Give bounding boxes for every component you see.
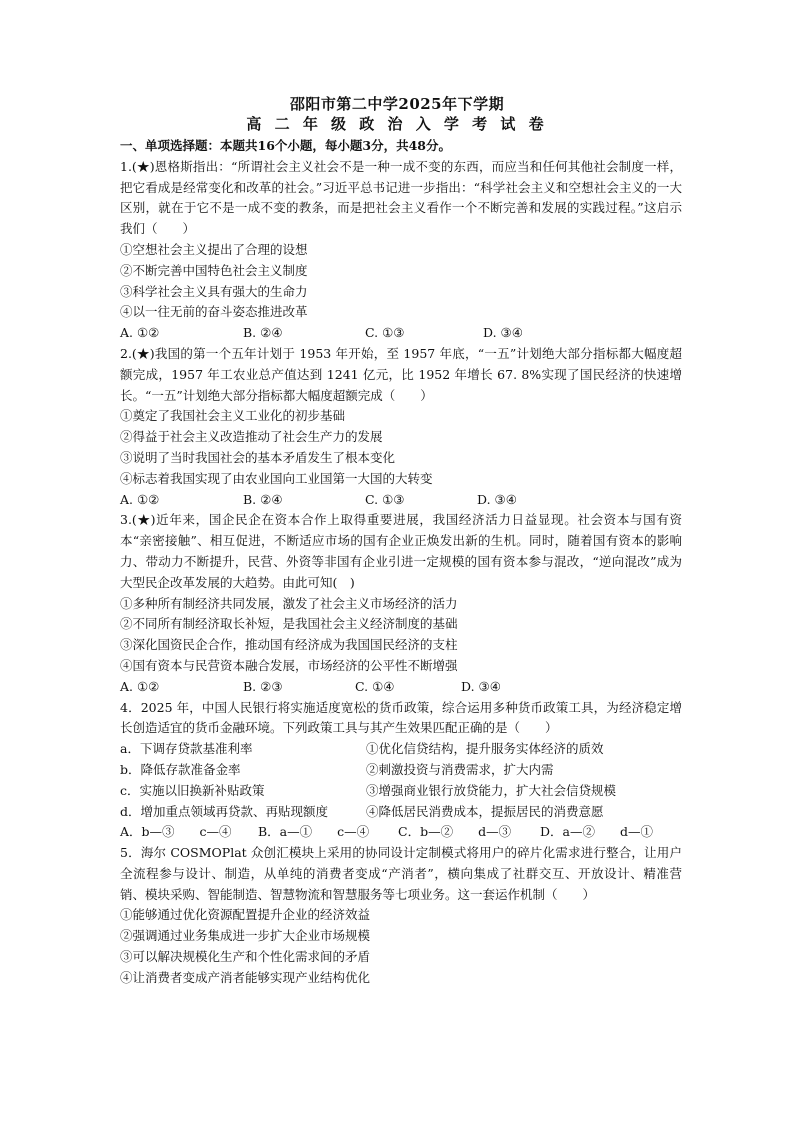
question-5 bbox=[120, 843, 682, 989]
statement-option: ④国有资本与民营资本融合发展，市场经济的公平性不断增强 bbox=[120, 657, 458, 673]
choice-c: C．b—② d—③ bbox=[398, 824, 512, 840]
question-2 bbox=[120, 344, 682, 510]
statement-option: ③科学社会主义具有强大的生命力 bbox=[120, 283, 308, 299]
choice-d: D. ③④ bbox=[461, 678, 501, 694]
choice-a: A．b—③ c—④ bbox=[120, 824, 232, 840]
statement-option: ④让消费者变成产消者能够实现产业结构优化 bbox=[120, 969, 371, 985]
statement-option: ②不同所有制经济取长补短，是我国社会主义经济制度的基础 bbox=[120, 616, 458, 632]
question-stem: 5．海尔 COSMOPlat 众创汇模块上采用的协同设计定制模式将用户的碎片化需求进行整合，让用户全流程参与设计、制造，从单纯的消费者变成“产消者”，横向集成了社群交互、开放设计、精准营销、模块采购、智能制造、智慧物流和智慧服务等七项业务。这一套运作机制（ ） bbox=[120, 845, 682, 902]
question-stem: 2.(★)我国的第一个五年计划于 1953 年开始，至 1957 年底，“一五”计划绝大部分指标都大幅度超额完成，1957 年工农业总产值达到 1241 亿元，比 1952 年增长 67. 8%实现了国民经济的快速增长。“一五”计划绝大部分指标都大幅度超额完成（ ） bbox=[120, 345, 682, 403]
policy-effect-table bbox=[120, 739, 682, 822]
choice-a: A. ①② bbox=[120, 325, 160, 341]
choice-c: C. ①④ bbox=[355, 678, 395, 694]
statement-option: ④标志着我国实现了由农业国向工业国第一大国的大转变 bbox=[120, 470, 433, 486]
exam-subtitle: 高 二 年 级 政 治 入 学 考 试 卷 bbox=[246, 115, 548, 133]
policy-effect: ①优化信贷结构，提升服务实体经济的质效 bbox=[366, 741, 604, 757]
choice-b: B．a—① c—④ bbox=[258, 824, 370, 840]
statement-option: ③深化国资民企合作，推动国有经济成为我国国民经济的支柱 bbox=[120, 637, 458, 653]
choice-d: D. ③④ bbox=[483, 325, 523, 341]
statement-option: ①能够通过优化资源配置提升企业的经济效益 bbox=[120, 907, 371, 923]
statement-option: ②得益于社会主义改造推动了社会生产力的发展 bbox=[120, 429, 383, 445]
exam-content bbox=[120, 136, 682, 989]
choice-a: A. ①② bbox=[120, 678, 160, 694]
statement-option: ④以一往无前的奋斗姿态推进改革 bbox=[120, 304, 308, 320]
choice-a: A. ①② bbox=[120, 491, 160, 507]
choice-c: C. ①③ bbox=[365, 491, 405, 507]
statement-option: ②不断完善中国特色社会主义制度 bbox=[120, 262, 308, 278]
question-stem: 1.(★)恩格斯指出：“所谓社会主义社会不是一种一成不变的东西，而应当和任何其他社会制度一样，把它看成是经常变化和改革的社会。”习近平总书记进一步指出：“科学社会主义和空想社会主义的一大区别，就在于它不是一成不变的教条，而是把社会主义看作一个不断完善和发展的实践过程。”这启示我们（ ） bbox=[120, 158, 682, 237]
statement-option: ①奠定了我国社会主义工业化的初步基础 bbox=[120, 408, 346, 424]
policy-effect: ③增强商业银行放贷能力，扩大社会信贷规模 bbox=[366, 782, 617, 798]
section-heading: 一、单项选择题：本题共16个小题，每小题3分，共48分。 bbox=[120, 138, 451, 153]
choice-b: B. ②④ bbox=[243, 325, 283, 341]
policy-effect: ②刺激投资与消费需求，扩大内需 bbox=[366, 761, 554, 777]
policy-tool: b．降低存款准备金率 bbox=[120, 761, 241, 777]
choice-b: B. ②③ bbox=[243, 678, 283, 694]
choice-d: D．a—② d—① bbox=[540, 824, 653, 840]
choice-b: B. ②④ bbox=[243, 491, 283, 507]
choice-d: D. ③④ bbox=[477, 491, 517, 507]
answer-choices bbox=[120, 677, 682, 698]
answer-choices bbox=[120, 822, 682, 843]
statement-option: ①多种所有制经济共同发展，激发了社会主义市场经济的活力 bbox=[120, 595, 458, 611]
policy-tool: d．增加重点领域再贷款、再贴现额度 bbox=[120, 803, 329, 819]
statement-option: ③说明了当时我国社会的基本矛盾发生了根本变化 bbox=[120, 449, 396, 465]
question-stem: 3.(★)近年来，国企民企在资本合作上取得重要进展，我国经济活力日益显现。社会资本与国有资本“亲密接触”、相互促进，不断适应市场的国有企业正焕发出新的生机。同时，随着国有资本的影响力、带动力不断提升，民营、外资等非国有企业引进一定规模的国有资本参与混改，“逆向混改”成为大型民企改革发展的大趋势。由此可知( ) bbox=[120, 512, 682, 590]
question-1 bbox=[120, 157, 682, 344]
question-4 bbox=[120, 698, 682, 844]
exam-school-title: 邵阳市第二中学2025年下学期 bbox=[289, 95, 505, 113]
statement-option: ③可以解决规模化生产和个性化需求间的矛盾 bbox=[120, 949, 371, 965]
question-stem: 4．2025 年，中国人民银行将实施适度宽松的货币政策，综合运用多种货币政策工具，为经济稳定增长创造适宜的货币金融环境。下列政策工具与其产生效果匹配正确的是（ ） bbox=[120, 699, 682, 736]
policy-tool: a．下调存贷款基准利率 bbox=[120, 741, 253, 757]
statement-option: ②强调通过业务集成进一步扩大企业市场规模 bbox=[120, 928, 371, 944]
answer-choices bbox=[120, 490, 682, 511]
choice-c: C. ①③ bbox=[365, 325, 405, 341]
question-3 bbox=[120, 510, 682, 697]
statement-option: ①空想社会主义提出了合理的设想 bbox=[120, 241, 308, 257]
policy-effect: ④降低居民消费成本，提振居民的消费意愿 bbox=[366, 803, 604, 819]
answer-choices bbox=[120, 323, 682, 344]
policy-tool: c．实施以旧换新补贴政策 bbox=[120, 782, 265, 798]
